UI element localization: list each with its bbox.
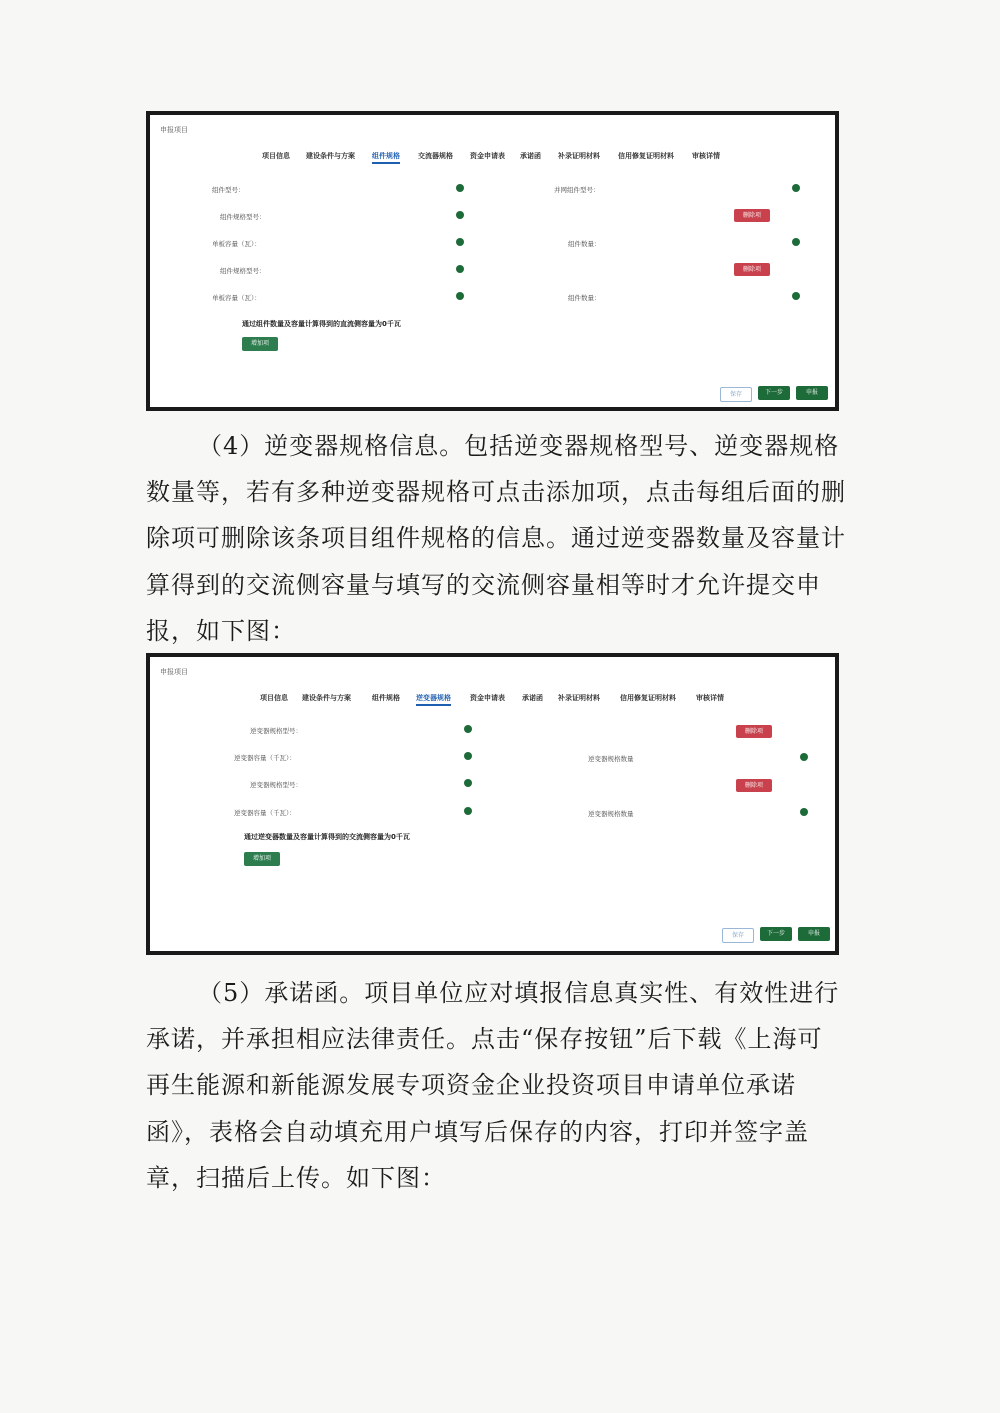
submit-button[interactable]: 申报 [796,386,828,400]
capacity-note: 通过组件数量及容量计算得到的直流侧容量为0千瓦 [242,320,401,328]
status-icon [792,184,800,192]
delete-button[interactable]: 删除项 [736,779,772,792]
field-label: 逆变器容量（千瓦）： [234,809,296,817]
add-button[interactable]: 增加项 [244,852,280,866]
field-label: 组件型号： [212,186,245,194]
tab-construction[interactable]: 建设条件与方案 [306,152,355,160]
status-icon [456,292,464,300]
tab-project-info[interactable]: 项目信息 [262,152,290,160]
status-icon [464,807,472,815]
screenshot-title: 申报项目 [160,126,188,134]
field-label: 组件规格型号： [220,213,266,221]
status-icon [464,752,472,760]
tab-review-details[interactable]: 审核详情 [696,694,724,702]
tab-credit-repair[interactable]: 信用修复证明材料 [618,152,674,160]
tab-commitment[interactable]: 承诺函 [520,152,541,160]
status-icon [464,779,472,787]
tab-supplementary[interactable]: 补录证明材料 [558,152,600,160]
save-button[interactable]: 保存 [720,387,752,402]
status-icon [800,808,808,816]
status-icon [456,265,464,273]
field-label: 单板容量（瓦）： [212,240,261,248]
tab-inverter-spec[interactable]: 逆变器规格 [416,693,451,706]
submit-button[interactable]: 申报 [798,927,830,941]
tab-bar [250,693,815,707]
field-label: 逆变器规格数量 [588,755,634,763]
tab-component-spec[interactable]: 组件规格 [372,694,400,702]
next-button[interactable]: 下一步 [760,927,792,941]
add-button[interactable]: 增加项 [242,337,278,351]
tab-fund-application[interactable]: 资金申请表 [470,152,505,160]
status-icon [456,238,464,246]
delete-button[interactable]: 删除项 [734,263,770,276]
field-label: 逆变器规格型号： [250,781,302,789]
next-button[interactable]: 下一步 [758,386,790,400]
paragraph-inverter-spec: （4）逆变器规格信息。包括逆变器规格型号、逆变器规格数量等，若有多种逆变器规格可点击添加项，点击每组后面的删除项可删除该条项目组件规格的信息。通过逆变器数量及容量计算得到的交流侧容量与填写的交流侧容量相等时才允许提交申报，如下图： [146,432,846,645]
field-label: 逆变器规格数量 [588,810,634,818]
tab-credit-repair[interactable]: 信用修复证明材料 [620,694,676,702]
tab-supplementary[interactable]: 补录证明材料 [558,694,600,702]
tab-review-details[interactable]: 审核详情 [692,152,720,160]
field-label: 组件规格型号： [220,267,266,275]
paragraph-commitment: （5）承诺函。项目单位应对填报信息真实性、有效性进行承诺，并承担相应法律责任。点击“保存按钮”后下载《上海可再生能源和新能源发展专项资金企业投资项目申请单位承诺函》，表格会自动填充用户填写后保存的内容，打印并签字盖章，扫描后上传。如下图： [146,979,840,1192]
field-label: 组件数量： [568,294,601,302]
status-icon [792,292,800,300]
delete-button[interactable]: 删除项 [736,725,772,738]
screenshot-component-spec [146,111,839,411]
capacity-note: 通过逆变器数量及容量计算得到的交流侧容量为0千瓦 [244,833,410,841]
tab-component-spec[interactable]: 组件规格 [372,151,400,164]
field-label: 单板容量（瓦）： [212,294,261,302]
tab-fund-application[interactable]: 资金申请表 [470,694,505,702]
field-label: 逆变器规格型号： [250,727,302,735]
delete-button[interactable]: 删除项 [734,209,770,222]
screenshot-title: 申报项目 [160,668,188,676]
status-icon [456,211,464,219]
status-icon [792,238,800,246]
field-label: 组件数量： [568,240,601,248]
status-icon [464,725,472,733]
tab-bar [250,151,815,165]
tab-inverter-spec[interactable]: 交流器规格 [418,152,453,160]
tab-construction[interactable]: 建设条件与方案 [302,694,351,702]
tab-commitment[interactable]: 承诺函 [522,694,543,702]
tab-project-info[interactable]: 项目信息 [260,694,288,702]
save-button[interactable]: 保存 [722,928,754,943]
field-label: 逆变器容量（千瓦）： [234,754,296,762]
field-label: 并网组件型号： [554,186,600,194]
status-icon [456,184,464,192]
status-icon [800,753,808,761]
screenshot-inverter-spec [146,653,839,955]
